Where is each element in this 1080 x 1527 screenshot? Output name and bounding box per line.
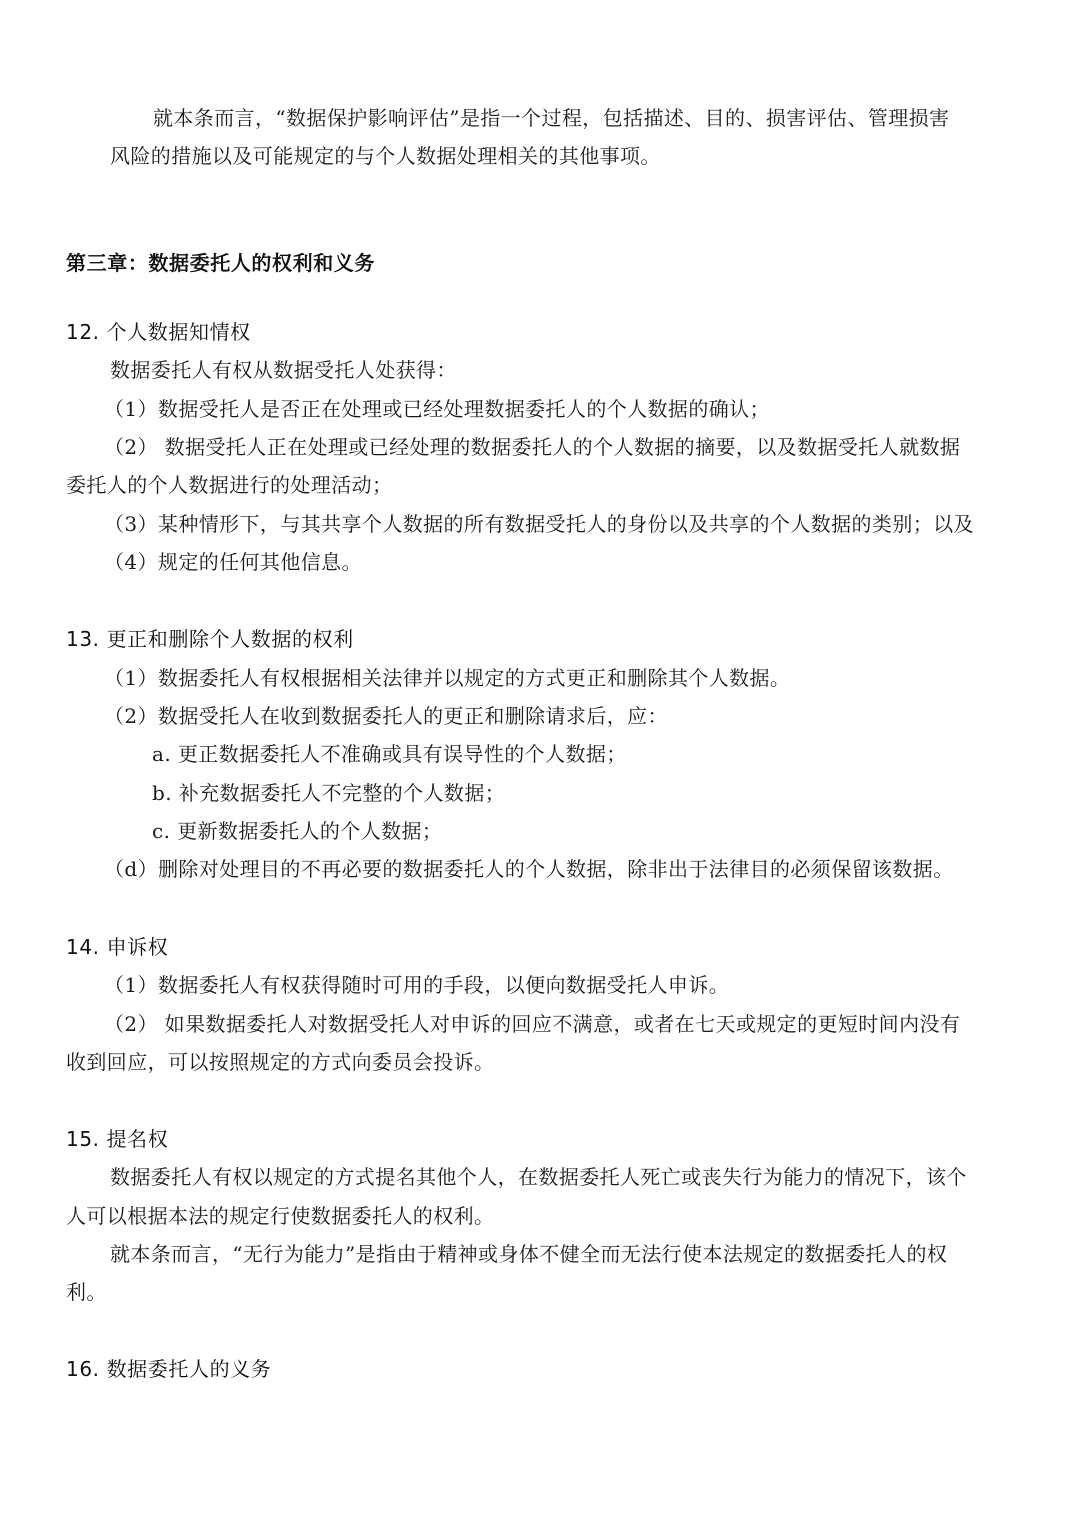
section-12-heading: 12. 个人数据知情权: [66, 320, 251, 344]
section-12-item-1: （1）数据受托人是否正在处理或已经处理数据委托人的个人数据的确认；: [104, 397, 770, 421]
intro-line-2: 风险的措施以及可能规定的与个人数据处理相关的其他事项。: [110, 144, 661, 168]
section-13-sub-c: c. 更新数据委托人的个人数据；: [152, 819, 443, 843]
section-14-heading: 14. 申诉权: [66, 935, 169, 959]
section-15-para-2-line-1: 就本条而言，“无行为能力”是指由于精神或身体不健全而无法行使本法规定的数据委托人的权: [110, 1242, 948, 1266]
section-15-para-1-line-2: 人可以根据本法的规定行使数据委托人的权利。: [66, 1204, 495, 1228]
section-12-lead: 数据委托人有权从数据受托人处获得：: [110, 358, 457, 382]
section-13-item-d: （d）删除对处理目的不再必要的数据委托人的个人数据，除非出于法律目的必须保留该数据。: [104, 857, 954, 881]
section-14-item-2-line-2: 收到回应，可以按照规定的方式向委员会投诉。: [66, 1050, 495, 1074]
section-14-item-2-line-1: （2） 如果数据委托人对数据受托人对申诉的回应不满意，或者在七天或规定的更短时间内没有: [104, 1012, 961, 1036]
section-12-item-2-line-1: （2） 数据受托人正在处理或已经处理的数据委托人的个人数据的摘要，以及数据受托人就数据: [104, 435, 961, 459]
section-13-sub-b: b. 补充数据委托人不完整的个人数据；: [152, 781, 506, 805]
section-12-item-4: （4）规定的任何其他信息。: [104, 550, 362, 574]
section-13-item-1: （1）数据委托人有权根据相关法律并以规定的方式更正和删除其个人数据。: [104, 666, 791, 690]
section-13-item-2: （2）数据受托人在收到数据委托人的更正和删除请求后，应：: [104, 704, 668, 728]
section-15-para-2-line-2: 利。: [66, 1280, 107, 1304]
section-16-heading: 16. 数据委托人的义务: [66, 1357, 272, 1381]
section-12-item-3: （3）某种情形下，与其共享个人数据的所有数据受托人的身份以及共享的个人数据的类别；以及: [104, 512, 974, 536]
section-13-heading: 13. 更正和删除个人数据的权利: [66, 627, 354, 651]
intro-line-1: 就本条而言，“数据保护影响评估”是指一个过程，包括描述、目的、损害评估、管理损害: [153, 106, 950, 130]
section-15-heading: 15. 提名权: [66, 1127, 169, 1151]
section-15-para-1-line-1: 数据委托人有权以规定的方式提名其他个人，在数据委托人死亡或丧失行为能力的情况下，该个: [110, 1165, 967, 1189]
section-13-sub-a: a. 更正数据委托人不准确或具有误导性的个人数据；: [152, 742, 627, 766]
chapter-title: 第三章：数据委托人的权利和义务: [66, 251, 375, 275]
section-14-item-1: （1）数据委托人有权获得随时可用的手段，以便向数据受托人申诉。: [104, 973, 730, 997]
section-12-item-2-line-2: 委托人的个人数据进行的处理活动；: [66, 473, 393, 497]
